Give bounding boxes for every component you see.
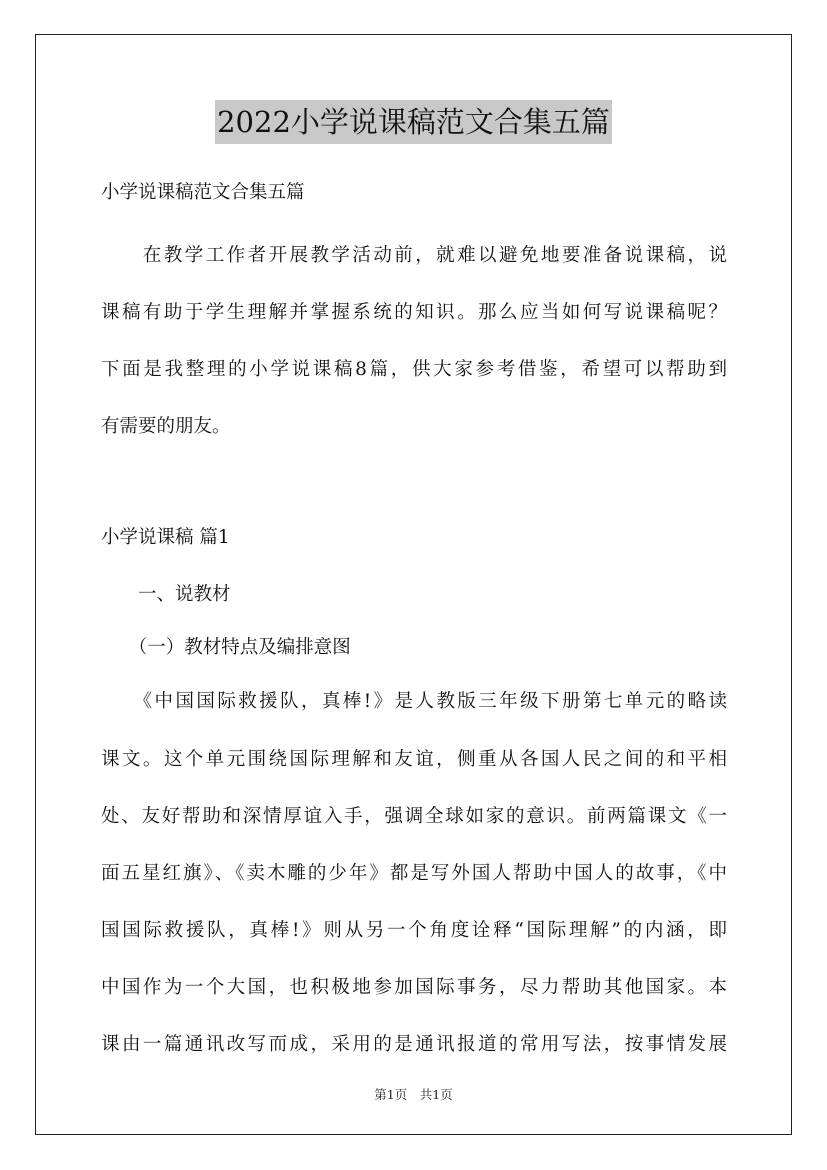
body-line: 处、友好帮助和深情厚谊入手，强调全球如家的意识。前两篇课文《一 bbox=[101, 806, 727, 827]
body-line: 课文。这个单元围绕国际理解和友谊，侧重从各国人民之间的和平相 bbox=[101, 749, 727, 770]
intro-line: 下面是我整理的小学说课稿8篇，供大家参考借鉴，希望可以帮助到 bbox=[101, 359, 727, 380]
body-line: 《中国国际救援队，真棒!》是人教版三年级下册第七单元的略读 bbox=[101, 691, 727, 712]
title-area bbox=[0, 100, 827, 144]
intro-line: 在教学工作者开展教学活动前，就难以避免地要准备说课稿，说 bbox=[101, 245, 727, 266]
body-line: 中国作为一个大国，也积极地参加国际事务，尽力帮助其他国家。本 bbox=[101, 977, 727, 998]
page-footer: 第1页 共1页 bbox=[374, 1087, 453, 1102]
document-title: 2022小学说课稿范文合集五篇 bbox=[215, 100, 612, 144]
document-body bbox=[101, 174, 727, 1073]
subheading-textbook: 一、说教材 bbox=[101, 584, 231, 605]
intro-line: 课稿有助于学生理解并掌握系统的知识。那么应当如何写说课稿呢？ bbox=[101, 302, 727, 323]
intro-line: 有需要的朋友。 bbox=[101, 416, 231, 437]
body-line: 课由一篇通讯改写而成，采用的是通讯报道的常用写法，按事情发展 bbox=[101, 1034, 727, 1055]
document-subtitle: 小学说课稿范文合集五篇 bbox=[101, 182, 305, 203]
body-line: 面五星红旗》、《卖木雕的少年》都是写外国人帮助中国人的故事，《中 bbox=[101, 863, 727, 884]
subheading-features: （一）教材特点及编排意图 bbox=[101, 637, 351, 658]
section-heading: 小学说课稿 篇1 bbox=[101, 527, 230, 548]
body-line: 国国际救援队，真棒!》则从另一个角度诠释“国际理解”的内涵，即 bbox=[101, 920, 727, 941]
